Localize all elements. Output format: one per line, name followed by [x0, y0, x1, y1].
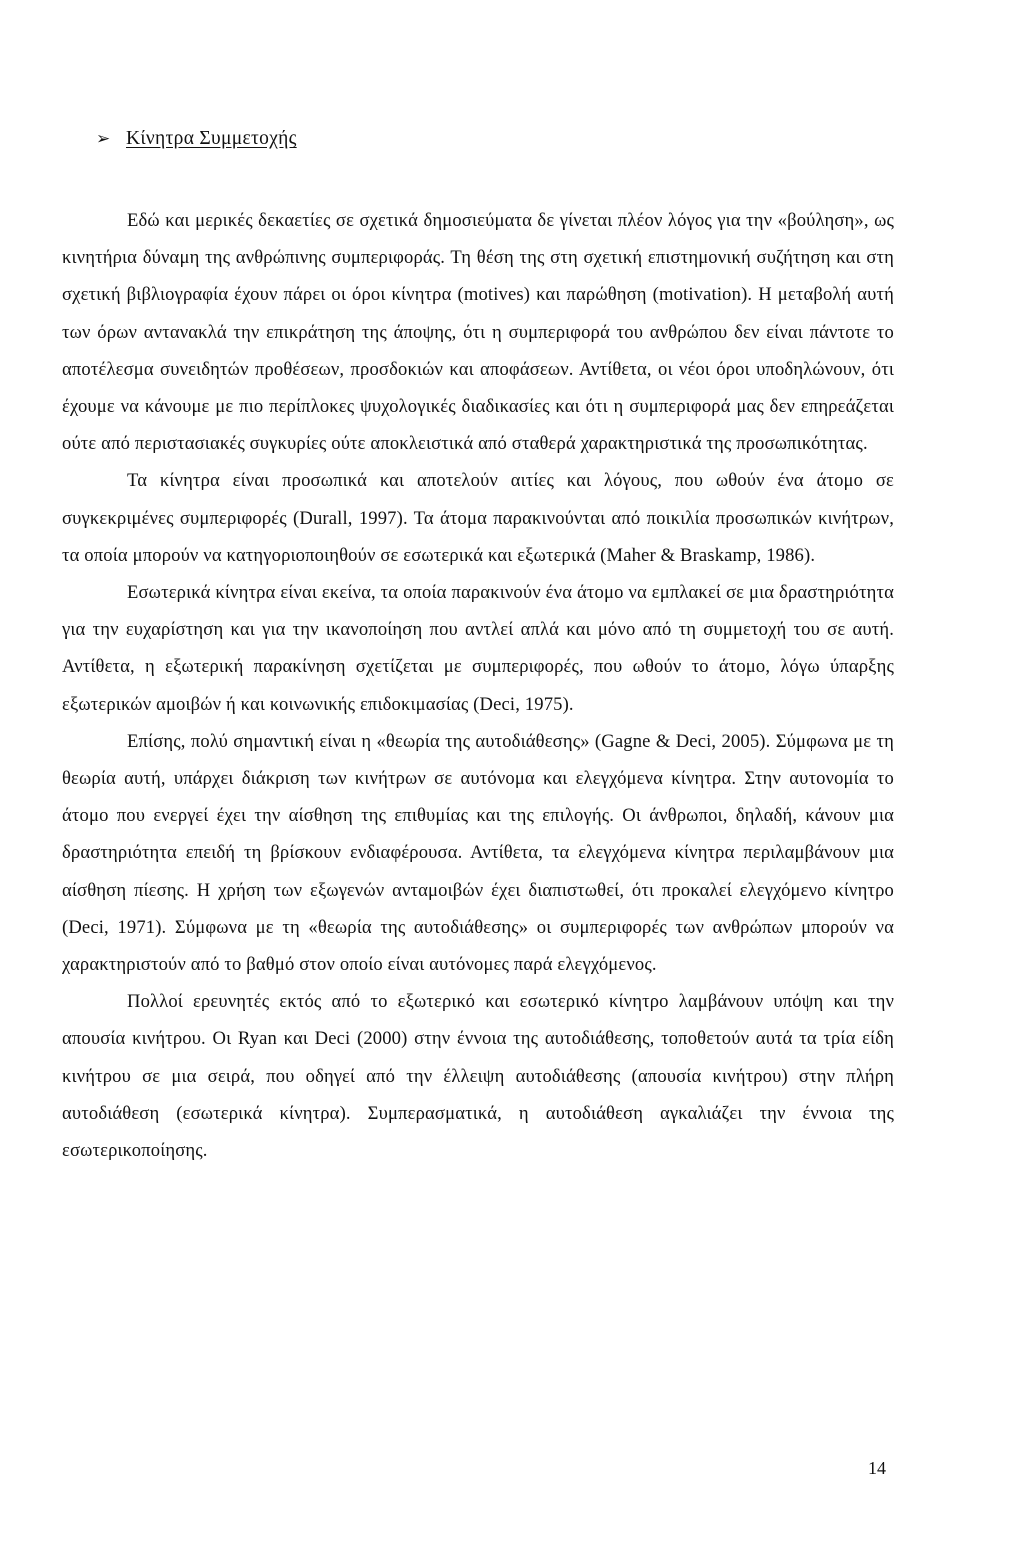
section-title: Κίνητρα Συμμετοχής [126, 128, 297, 149]
paragraph-3: Εσωτερικά κίνητρα είναι εκείνα, τα οποία παρακινούν ένα άτομο να εμπλακεί σε μια δραστηριότητα για την ευχαρίστηση και για την ικανοποίηση που αντλεί απλά και μόνο από τη συμμετοχή του σε αυτή. Αντίθετα, η εξωτερική παρακίνηση σχετίζεται με συμπεριφορές, που ωθούν το άτομο, λόγω ύπαρξης εξωτερικών αμοιβών ή και κοινωνικής επιδοκιμασίας (Deci, 1975). [62, 582, 894, 715]
paragraph-4: Επίσης, πολύ σημαντική είναι η «θεωρία της αυτοδιάθεσης» (Gagne & Deci, 2005). Σύμφωνα με τη θεωρία αυτή, υπάρχει διάκριση των κινήτρων σε αυτόνομα και ελεγχόμενα κίνητρα. Στην αυτονομία το άτομο που ενεργεί έχει την αίσθηση της επιθυμίας και της επιλογής. Οι άνθρωποι, δηλαδή, κάνουν μια δραστηριότητα επειδή τη βρίσκουν ενδιαφέρουσα. Αντίθετα, τα ελεγχόμενα κίνητρα περιλαμβάνουν μια αίσθηση πίεσης. Η χρήση των εξωγενών ανταμοιβών έχει διαπιστωθεί, ότι προκαλεί ελεγχόμενο κίνητρο (Deci, 1971). Σύμφωνα με τη «θεωρία της αυτοδιάθεσης» οι συμπεριφορές των ανθρώπων μπορούν να χαρακτηριστούν από το βαθμό στον οποίο είναι αυτόνομες παρά ελεγχόμενος. [62, 730, 894, 976]
paragraph-1: Εδώ και μερικές δεκαετίες σε σχετικά δημοσιεύματα δε γίνεται πλέον λόγος για την «βούληση», ως κινητήρια δύναμη της ανθρώπινης συμπεριφοράς. Τη θέση της στη σχετική επιστημονική συζήτηση και στη σχετική βιβλιογραφία έχουν πάρει οι όροι κίνητρα (motives) και παρώθηση (motivation). Η μεταβολή αυτή των όρων αντανακλά την επικράτηση της άποψης, ότι η συμπεριφορά του ανθρώπου δεν είναι πάντοτε το αποτέλεσμα συνειδητών προθέσεων, προσδοκιών και αποφάσεων. Αντίθετα, οι νέοι όροι υποδηλώνουν, ότι έχουμε να κάνουμε με πιο περίπλοκες ψυχολογικές διαδικασίες και ότι η συμπεριφορά μας δεν επηρεάζεται ούτε από περιστασιακές συγκυρίες ούτε αποκλειστικά από σταθερά χαρακτηριστικά της προσωπικότητας. [62, 210, 894, 455]
section-heading [96, 128, 297, 150]
paragraph-5: Πολλοί ερευνητές εκτός από το εξωτερικό και εσωτερικό κίνητρο λαμβάνουν υπόψη και την απουσία κινήτρου. Οι Ryan και Deci (2000) στην έννοια της αυτοδιάθεσης, τοποθετούν αυτά τα τρία είδη κινήτρου σε μια σειρά, που οδηγεί από την έλλειψη αυτοδιάθεσης (απουσία κινήτρου) στην πλήρη αυτοδιάθεση (εσωτερικά κίνητρα). Συμπερασματικά, η αυτοδιάθεση αγκαλιάζει την έννοια της εσωτερικοποίησης. [62, 991, 894, 1162]
body-text [62, 202, 894, 1169]
paragraph-2: Τα κίνητρα είναι προσωπικά και αποτελούν αιτίες και λόγους, που ωθούν ένα άτομο σε συγκεκριμένες συμπεριφορές (Durall, 1997). Τα άτομα παρακινούνται από ποικιλία προσωπικών κινήτρων, τα οποία μπορούν να κατηγοριοποιηθούν σε εσωτερικά και εξωτερικά (Maher & Braskamp, 1986). [62, 470, 894, 566]
arrow-bullet-icon: ➢ [96, 129, 111, 149]
page-number: 14 [868, 1458, 886, 1478]
